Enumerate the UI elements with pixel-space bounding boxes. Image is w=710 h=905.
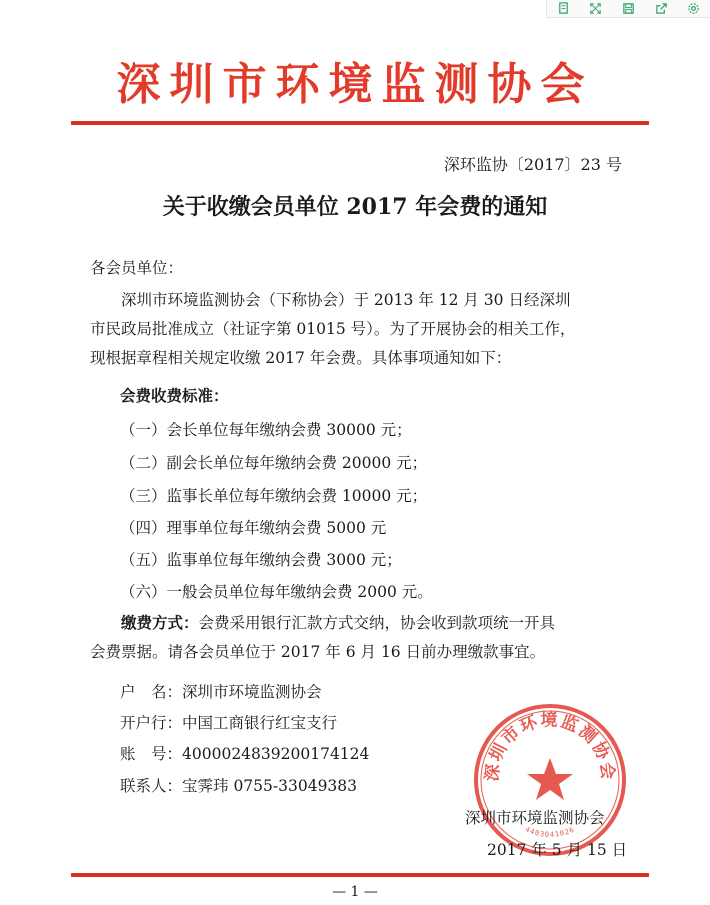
intro-line-text: 深圳市环境监测协会（下称协会）于 2013 年 12 月 30 日经深圳 [121, 291, 571, 309]
save-icon[interactable] [621, 2, 635, 16]
intro-line: 市民政局批准成立（社证字第 01015 号）。为了开展协会的相关工作， [90, 320, 576, 338]
payment-text: 会费采用银行汇款方式交纳，协会收到款项统一开具 [198, 614, 556, 632]
copy-icon[interactable] [556, 2, 570, 16]
footer-divider [71, 873, 649, 877]
masthead-divider [71, 121, 649, 125]
fee-item: （六）一般会员单位每年缴纳会费 2000 元。 [120, 583, 433, 601]
seal-text: 深圳市环境监测协会 [482, 710, 618, 783]
settings-icon[interactable] [687, 2, 701, 16]
bank-value: 中国工商银行红宝支行 [182, 714, 338, 732]
intro-line: 现根据章程相关规定收缴 2017 年会费。具体事项通知如下： [90, 349, 512, 367]
account-number-value: 4000024839200174124 [182, 745, 370, 763]
fee-item: （五）监事单位每年缴纳会费 3000 元； [120, 551, 402, 569]
bank-label: 开户行： [120, 714, 183, 732]
fee-item: （三）监事长单位每年缴纳会费 10000 元； [120, 487, 428, 505]
payment-paragraph [90, 609, 638, 667]
fee-item: （一）会长单位每年缴纳会费 30000 元； [120, 421, 412, 439]
payment-line [90, 609, 638, 638]
contact-label: 联系人： [120, 777, 183, 795]
fee-item: （二）副会长单位每年缴纳会费 20000 元； [120, 454, 428, 472]
seal-number: 4403041026 [523, 825, 577, 839]
account-number-label: 账 号： [120, 745, 183, 763]
fullscreen-icon[interactable] [589, 2, 603, 16]
intro-line [90, 286, 638, 315]
contact-value: 宝霁玮 0755-33049383 [182, 777, 358, 795]
bank-row [120, 711, 337, 733]
fee-section-title: 会费收费标准： [120, 387, 229, 405]
document-number: 深环监协〔2017〕23 号 [443, 155, 622, 174]
intro-paragraph [90, 286, 638, 373]
account-holder-label: 户 名： [120, 683, 183, 701]
salutation: 各会员单位： [90, 259, 184, 277]
masthead-org-name: 深圳市环境监测协会 [116, 59, 594, 110]
share-icon[interactable] [654, 2, 668, 16]
document-title: 关于收缴会员单位 2017 年会费的通知 [162, 194, 548, 220]
fee-item: （四）理事单位每年缴纳会费 5000 元 [120, 519, 387, 537]
contact-row [120, 774, 357, 796]
payment-label: 缴费方式： [121, 614, 199, 632]
page-number: — 1 — [332, 884, 378, 900]
account-holder-value: 深圳市环境监测协会 [182, 683, 322, 701]
account-number-row [120, 742, 369, 764]
sign-date: 2017 年 5 月 15 日 [487, 841, 628, 859]
official-seal [470, 700, 630, 860]
signer-name: 深圳市环境监测协会 [465, 809, 605, 827]
seal-star-icon [527, 758, 573, 800]
account-holder-row [120, 680, 322, 702]
payment-line: 会费票据。请各会员单位于 2017 年 6 月 16 日前办理缴款事宜。 [90, 643, 546, 661]
toolbar [546, 0, 710, 18]
